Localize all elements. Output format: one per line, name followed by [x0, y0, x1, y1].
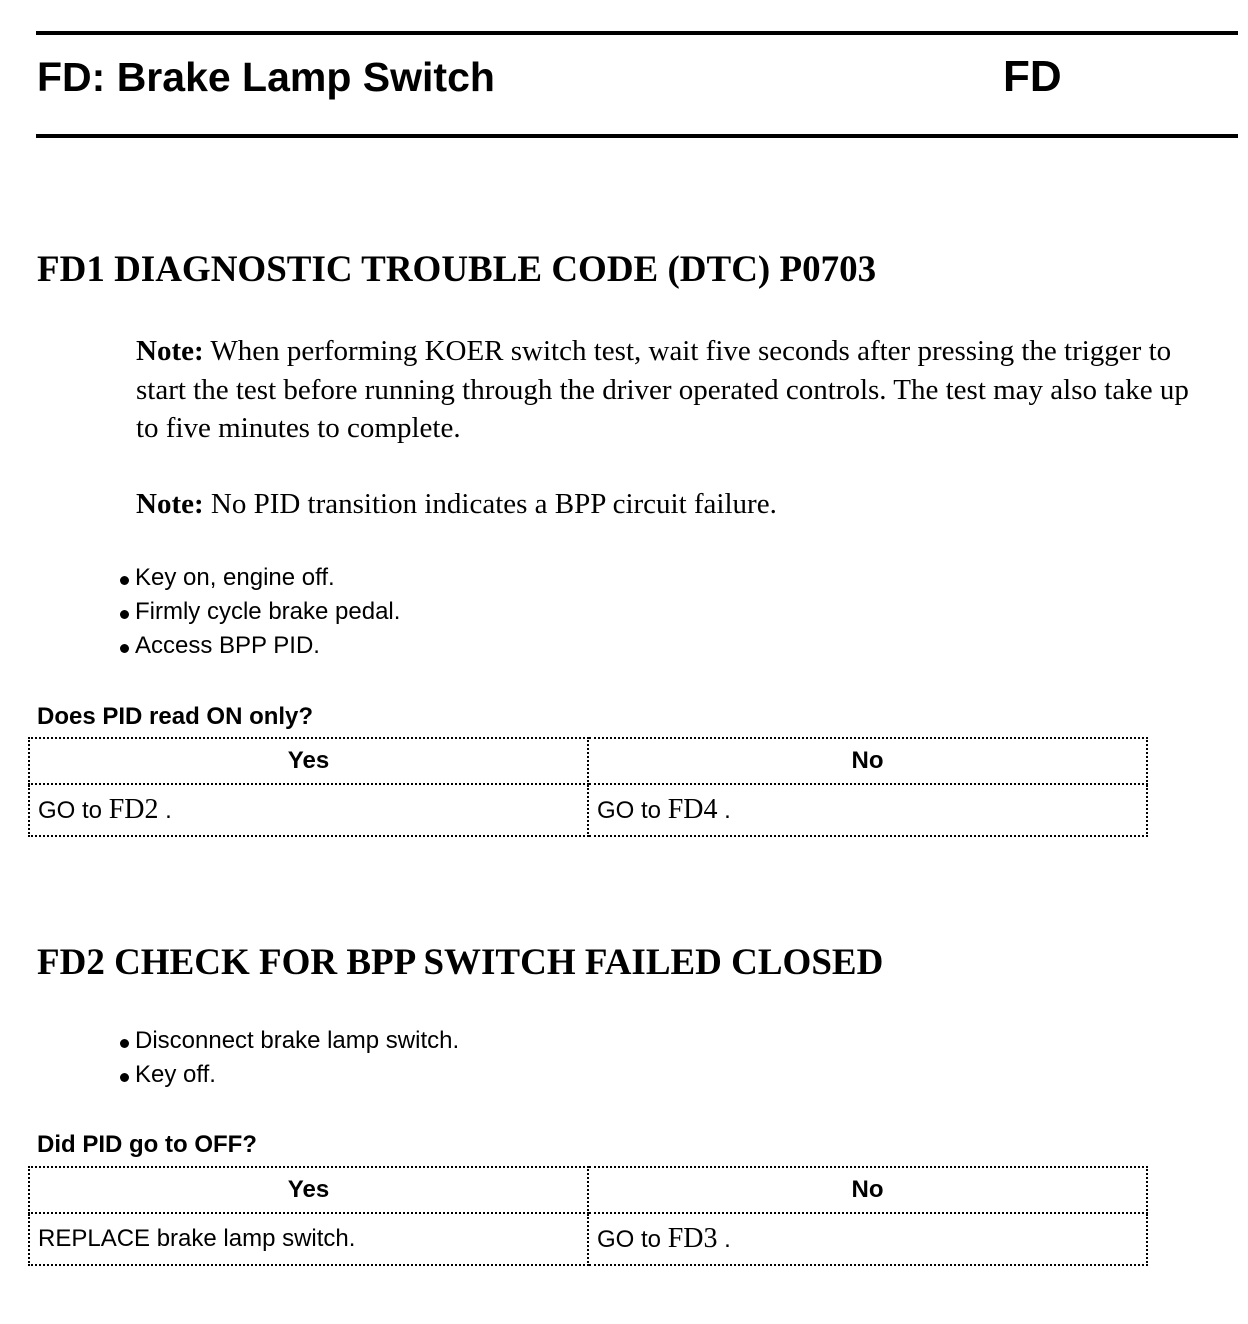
yes-action-cell [29, 784, 588, 836]
link-fd4[interactable]: FD4 [667, 794, 718, 825]
section-heading-fd2: FD2 CHECK FOR BPP SWITCH FAILED CLOSED [37, 942, 884, 983]
step-item [119, 561, 400, 595]
page-title: FD: Brake Lamp Switch [37, 54, 495, 100]
step-text: Firmly cycle brake pedal. [135, 598, 401, 625]
yes-action-cell: REPLACE brake lamp switch. [29, 1213, 588, 1265]
yes-column-header: Yes [29, 738, 588, 784]
step-item [119, 1058, 459, 1092]
step-text: Key off. [135, 1061, 216, 1088]
note-label: Note: [136, 488, 204, 520]
step-text: Access BPP PID. [135, 632, 320, 659]
step-item [119, 629, 400, 663]
no-action-tail: . [717, 1226, 731, 1253]
bullet-icon [120, 1073, 129, 1082]
section-heading-fd1: FD1 DIAGNOSTIC TROUBLE CODE (DTC) P0703 [37, 249, 877, 290]
question-fd2: Did PID go to OFF? [37, 1131, 257, 1158]
no-action-text: GO to [597, 1226, 668, 1253]
note-label: Note: [136, 335, 204, 367]
yes-action-tail: . [158, 797, 172, 824]
bullet-icon [120, 576, 129, 585]
header-bottom-rule [36, 134, 1238, 138]
no-action-cell [588, 1213, 1147, 1265]
link-fd3[interactable]: FD3 [667, 1223, 718, 1254]
no-column-header: No [588, 738, 1147, 784]
step-item [119, 1024, 459, 1058]
yes-column-header: Yes [29, 1167, 588, 1213]
step-list-fd1 [119, 561, 400, 663]
question-fd1: Does PID read ON only? [37, 703, 314, 730]
step-text: Key on, engine off. [135, 564, 335, 591]
yes-action-text: GO to [38, 797, 109, 824]
page-code: FD [1003, 52, 1062, 101]
note-koer-test [136, 332, 1216, 448]
no-action-text: GO to [597, 797, 668, 824]
no-action-tail: . [717, 797, 731, 824]
link-fd2[interactable]: FD2 [108, 794, 159, 825]
step-item [119, 595, 400, 629]
table-row [29, 1213, 1147, 1265]
decision-table-fd2 [28, 1166, 1148, 1266]
decision-table-fd1 [28, 737, 1148, 837]
table-header-row [29, 738, 1147, 784]
table-row [29, 784, 1147, 836]
no-action-cell [588, 784, 1147, 836]
header-top-rule [36, 31, 1238, 35]
note-text: No PID transition indicates a BPP circuit failure. [203, 488, 777, 520]
note-pid-transition [136, 485, 1216, 524]
no-column-header: No [588, 1167, 1147, 1213]
step-text: Disconnect brake lamp switch. [135, 1027, 460, 1054]
bullet-icon [120, 610, 129, 619]
bullet-icon [120, 1039, 129, 1048]
note-text: When performing KOER switch test, wait five seconds after pressing the trigger to start the test before running through the driver operated controls. The test may also take up to five minutes to complete. [136, 335, 1189, 444]
step-list-fd2 [119, 1024, 459, 1092]
bullet-icon [120, 644, 129, 653]
table-header-row [29, 1167, 1147, 1213]
